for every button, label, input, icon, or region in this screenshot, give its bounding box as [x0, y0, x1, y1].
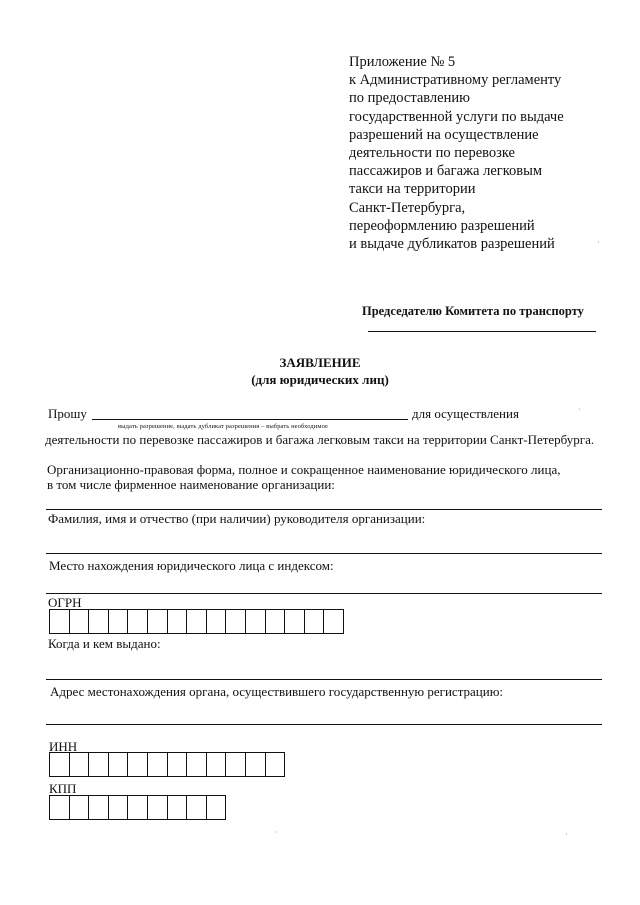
issued-by-line[interactable]: [46, 679, 602, 680]
request-hint: выдать разрешение, выдать дубликат разрешения – выбрать необходимое: [118, 423, 329, 430]
appendix-line: к Административному регламенту: [349, 72, 562, 89]
scan-speck: ·: [578, 405, 581, 414]
appendix-line: Приложение № 5: [349, 54, 456, 70]
kpp-digit-box[interactable]: [147, 795, 168, 820]
kpp-label: КПП: [49, 781, 77, 796]
inn-digit-box[interactable]: [127, 752, 148, 777]
scan-speck: ·: [565, 830, 568, 839]
reg-address-line[interactable]: [46, 724, 602, 725]
request-prefix: Прошу: [48, 406, 87, 421]
inn-digit-box[interactable]: [186, 752, 207, 777]
kpp-digit-box[interactable]: [167, 795, 188, 820]
ogrn-digit-box[interactable]: [206, 609, 227, 634]
head-name-line[interactable]: [46, 553, 602, 554]
addressee-name-line[interactable]: [368, 331, 596, 332]
kpp-digit-box[interactable]: [69, 795, 90, 820]
inn-label: ИНН: [49, 739, 78, 754]
ogrn-digit-box[interactable]: [167, 609, 188, 634]
org-form-line[interactable]: [46, 509, 602, 510]
ogrn-digit-box[interactable]: [127, 609, 148, 634]
head-name-label: Фамилия, имя и отчество (при наличии) руководителя организации:: [48, 511, 426, 526]
ogrn-digit-box[interactable]: [108, 609, 129, 634]
location-line[interactable]: [46, 593, 602, 594]
ogrn-digit-box[interactable]: [265, 609, 286, 634]
reg-address-label: Адрес местонахождения органа, осуществившего государственную регистрацию:: [50, 684, 504, 699]
ogrn-digit-box[interactable]: [186, 609, 207, 634]
ogrn-digit-box[interactable]: [225, 609, 246, 634]
request-choice-line[interactable]: [92, 419, 408, 420]
appendix-line: такси на территории: [349, 181, 476, 198]
appendix-line: Санкт-Петербурга,: [349, 199, 466, 216]
inn-digit-box[interactable]: [206, 752, 227, 777]
ogrn-digit-box[interactable]: [323, 609, 344, 634]
inn-digit-box[interactable]: [225, 752, 246, 777]
appendix-line: разрешений на осуществление: [349, 126, 539, 143]
ogrn-digit-box[interactable]: [245, 609, 266, 634]
appendix-line: государственной услуги по выдаче: [349, 108, 564, 125]
org-form-label-1: Организационно-правовая форма, полное и сокращенное наименование юридического лица,: [47, 462, 561, 477]
kpp-digit-box[interactable]: [206, 795, 227, 820]
kpp-digit-box[interactable]: [108, 795, 129, 820]
inn-digit-box[interactable]: [245, 752, 266, 777]
inn-boxes[interactable]: [49, 752, 284, 777]
org-form-label-2: в том числе фирменное наименование организации:: [47, 477, 335, 492]
appendix-block: [349, 53, 619, 253]
scan-speck: ·: [275, 828, 278, 837]
addressee: Председателю Комитета по транспорту: [362, 304, 584, 318]
kpp-digit-box[interactable]: [88, 795, 109, 820]
ogrn-digit-box[interactable]: [49, 609, 70, 634]
location-label: Место нахождения юридического лица с индексом:: [49, 558, 334, 573]
appendix-line: по предоставлению: [349, 90, 470, 107]
inn-digit-box[interactable]: [147, 752, 168, 777]
request-suffix: для осуществления: [412, 406, 519, 421]
appendix-line: переоформлению разрешений: [349, 217, 535, 234]
inn-digit-box[interactable]: [69, 752, 90, 777]
document-title: ЗАЯВЛЕНИЕ: [279, 355, 361, 370]
appendix-line: пассажиров и багажа легковым: [349, 163, 543, 180]
ogrn-digit-box[interactable]: [69, 609, 90, 634]
ogrn-boxes[interactable]: [49, 609, 343, 634]
scan-speck: ·: [597, 238, 600, 247]
issued-by-label: Когда и кем выдано:: [48, 636, 161, 651]
ogrn-digit-box[interactable]: [284, 609, 305, 634]
appendix-line: и выдаче дубликатов разрешений: [349, 236, 555, 253]
kpp-digit-box[interactable]: [186, 795, 207, 820]
ogrn-digit-box[interactable]: [88, 609, 109, 634]
ogrn-label: ОГРН: [48, 595, 82, 610]
document-subtitle: (для юридических лиц): [251, 372, 389, 387]
appendix-line: деятельности по перевозке: [349, 145, 515, 162]
kpp-digit-box[interactable]: [49, 795, 70, 820]
kpp-digit-box[interactable]: [127, 795, 148, 820]
ogrn-digit-box[interactable]: [304, 609, 325, 634]
inn-digit-box[interactable]: [108, 752, 129, 777]
inn-digit-box[interactable]: [49, 752, 70, 777]
inn-digit-box[interactable]: [265, 752, 286, 777]
kpp-boxes[interactable]: [49, 795, 225, 820]
request-line-2: деятельности по перевозке пассажиров и багажа легковым такси на территории Санкт-Петербурга.: [45, 432, 595, 447]
inn-digit-box[interactable]: [88, 752, 109, 777]
ogrn-digit-box[interactable]: [147, 609, 168, 634]
inn-digit-box[interactable]: [167, 752, 188, 777]
